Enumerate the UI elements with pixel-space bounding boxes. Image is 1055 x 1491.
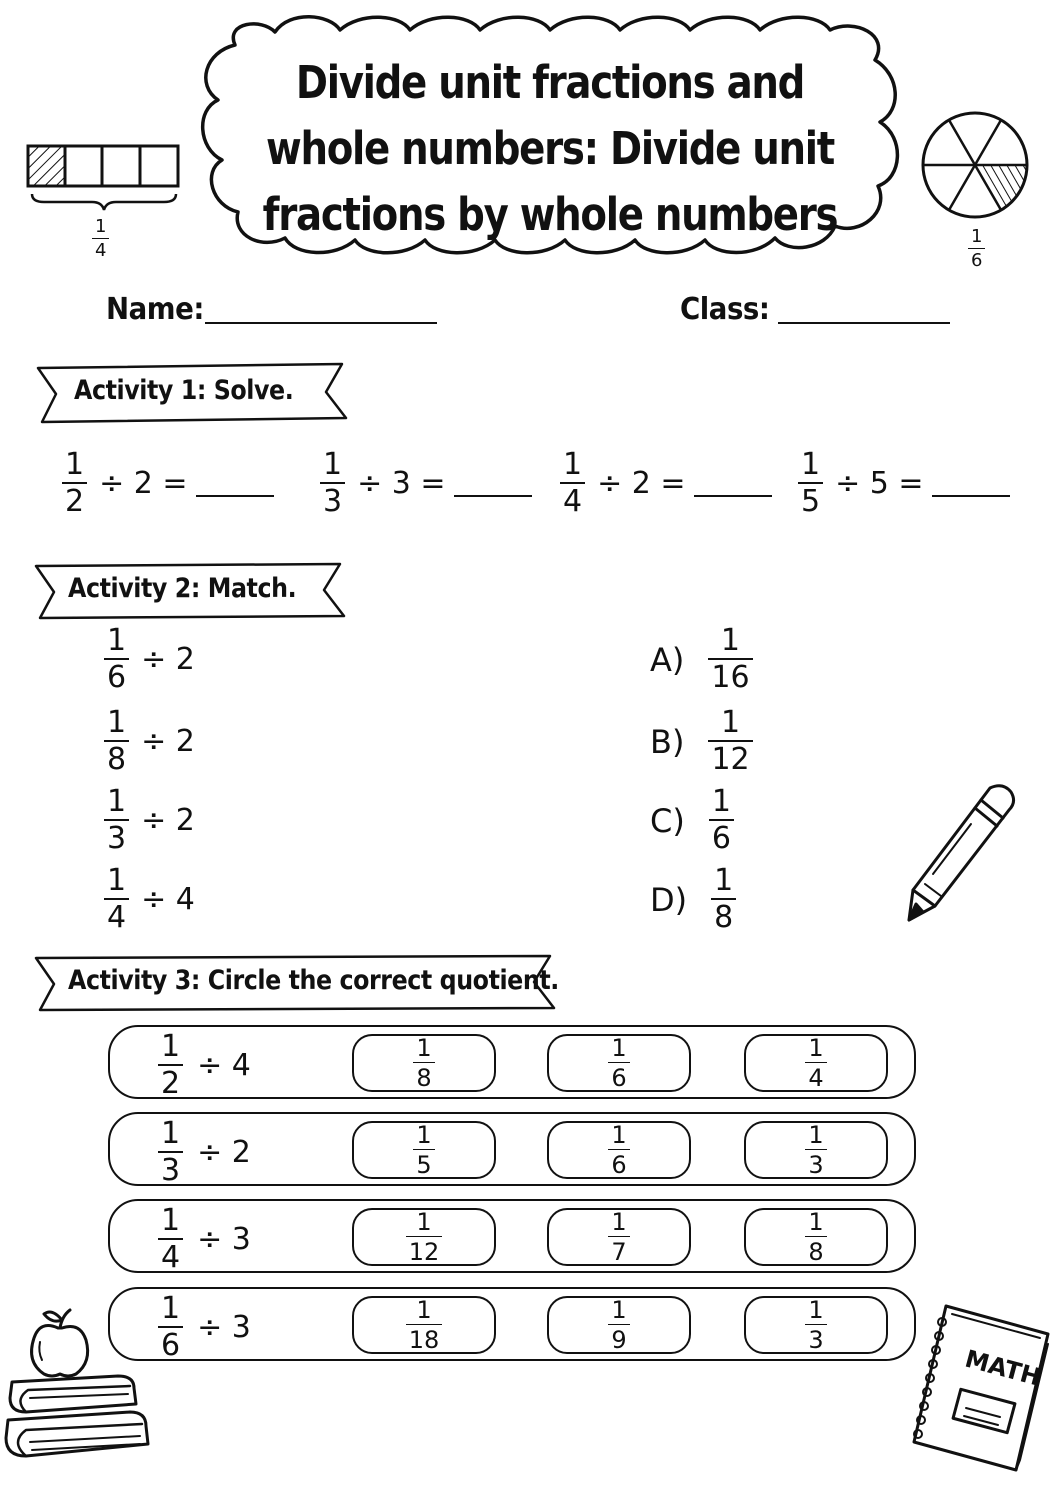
fraction-bar-icon [22,140,182,220]
match-left-1[interactable]: $\frac{1}{6}$ ÷ 2 [104,626,195,693]
class-label: Class: [680,292,770,327]
bar-fraction-label: $\frac{1}{4}$ [92,218,109,260]
answer-blank-1[interactable] [196,471,274,497]
circle-fraction-label: $\frac{1}{6}$ [968,228,985,270]
quotient-option[interactable]: $\frac{1}{6}$ [547,1034,691,1092]
answer-blank-4[interactable] [932,471,1010,497]
name-label: Name: [106,292,204,327]
activity3-heading: Activity 3: Circle the correct quotient. [68,965,559,996]
match-option-a[interactable]: A) $\frac{1}{16}$ [650,626,753,693]
quotient-row-2 [108,1112,916,1186]
quotient-option[interactable]: $\frac{1}{5}$ [352,1121,496,1179]
quotient-option[interactable]: $\frac{1}{7}$ [547,1208,691,1266]
quotient-option[interactable]: $\frac{1}{9}$ [547,1296,691,1354]
quotient-row-4 [108,1287,916,1361]
apple-books-icon [0,1300,160,1480]
quotient-option[interactable]: $\frac{1}{4}$ [744,1034,888,1092]
quotient-option[interactable]: $\frac{1}{12}$ [352,1208,496,1266]
match-left-4[interactable]: $\frac{1}{4}$ ÷ 4 [104,866,195,933]
activity1-problem-3: $\frac{1}{4}$ ÷ 2 = [560,450,772,517]
page-title: Divide unit fractions and whole numbers: Divide unit fractions by whole numbers [262,56,838,241]
quotient-row-2-expression: $\frac{1}{3}$ ÷ 2 [158,1119,251,1186]
activity1-problem-2: $\frac{1}{3}$ ÷ 3 = [320,450,532,517]
answer-blank-2[interactable] [454,471,532,497]
match-left-2[interactable]: $\frac{1}{8}$ ÷ 2 [104,708,195,775]
notebook-label: MATH [962,1344,1044,1392]
class-field[interactable] [778,322,950,324]
activity2-heading: Activity 2: Match. [68,573,297,604]
quotient-option[interactable]: $\frac{1}{6}$ [547,1121,691,1179]
quotient-option[interactable]: $\frac{1}{8}$ [744,1208,888,1266]
match-option-b[interactable]: B) $\frac{1}{12}$ [650,708,753,775]
match-option-c[interactable]: C) $\frac{1}{6}$ [650,787,734,854]
quotient-row-1 [108,1025,916,1099]
quotient-option[interactable]: $\frac{1}{18}$ [352,1296,496,1354]
activity1-problem-4: $\frac{1}{5}$ ÷ 5 = [798,450,1010,517]
pencil-icon [895,780,1025,930]
match-option-d[interactable]: D) $\frac{1}{8}$ [650,866,736,933]
quotient-option[interactable]: $\frac{1}{3}$ [744,1296,888,1354]
name-field[interactable] [205,322,437,324]
quotient-row-3 [108,1199,916,1273]
quotient-row-3-expression: $\frac{1}{4}$ ÷ 3 [158,1206,251,1273]
notebook-icon [908,1300,1053,1480]
quotient-option[interactable]: $\frac{1}{3}$ [744,1121,888,1179]
activity1-problem-1: $\frac{1}{2}$ ÷ 2 = [62,450,274,517]
activity1-heading: Activity 1: Solve. [74,375,294,406]
quotient-row-1-expression: $\frac{1}{2}$ ÷ 4 [158,1032,251,1099]
match-left-3[interactable]: $\frac{1}{3}$ ÷ 2 [104,787,195,854]
quotient-option[interactable]: $\frac{1}{8}$ [352,1034,496,1092]
fraction-circle-icon [915,105,1035,225]
answer-blank-3[interactable] [694,471,772,497]
quotient-row-4-expression: $\frac{1}{6}$ ÷ 3 [158,1294,251,1361]
